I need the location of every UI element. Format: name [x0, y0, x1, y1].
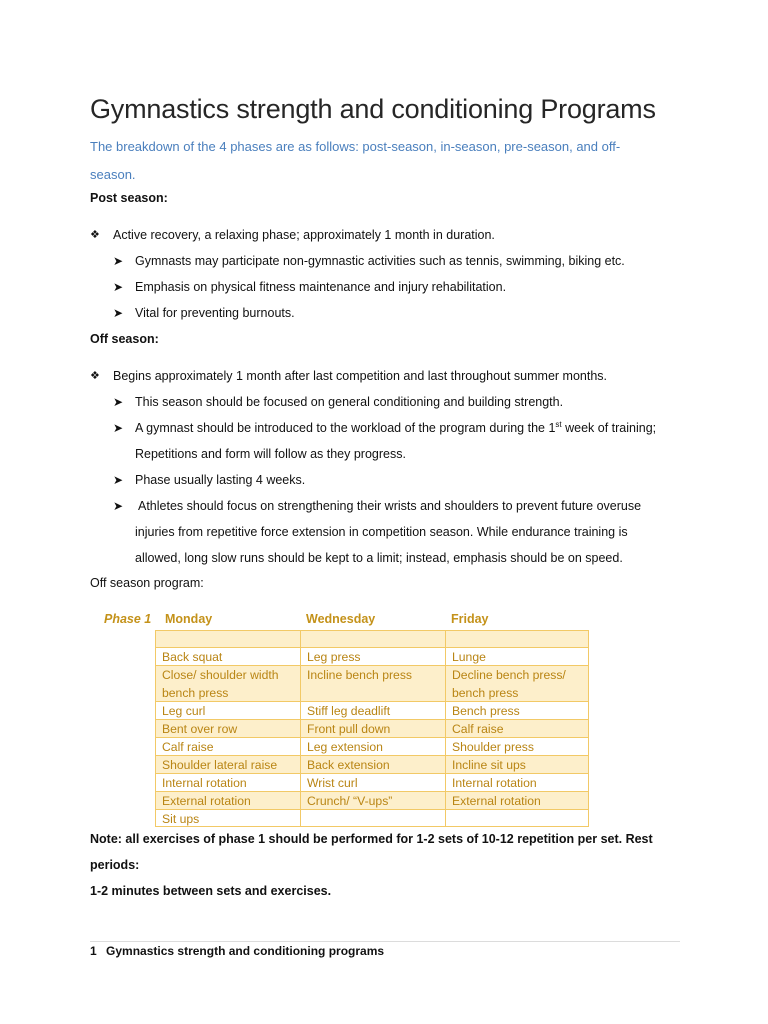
arrowhead-bullet-icon: ➤: [113, 254, 124, 268]
post-season-heading: Post season:: [90, 191, 168, 205]
footer-divider: [90, 941, 680, 942]
table-cell: Internal rotation: [445, 774, 589, 791]
arrowhead-bullet-icon: ➤: [113, 421, 124, 435]
table-cell: External rotation: [155, 792, 300, 809]
table-cell: Lunge: [445, 648, 589, 665]
table-cell: Calf raise: [445, 720, 589, 737]
note-line-2: 1-2 minutes between sets and exercises.: [90, 884, 332, 898]
table-cell: Leg extension: [300, 738, 445, 755]
page-number: 1: [90, 944, 97, 958]
table-cell: Back extension: [300, 756, 445, 773]
column-header-monday: Monday: [165, 612, 213, 626]
diamond-bullet-icon: ❖: [90, 229, 100, 241]
table-row: [155, 701, 589, 719]
table-cell: Bent over row: [155, 720, 300, 737]
arrowhead-bullet-icon: ➤: [113, 473, 124, 487]
table-cell: Decline bench press/ bench press: [445, 666, 589, 701]
table-cell: Bench press: [445, 702, 589, 719]
table-cell: Leg curl: [155, 702, 300, 719]
table-cell: Leg press: [300, 648, 445, 665]
table-row: [155, 647, 589, 665]
page-footer: [90, 944, 384, 958]
table-cell: [300, 810, 445, 826]
note-line-1: Note: all exercises of phase 1 should be performed for 1-2 sets of 10-12 repetition per set. Rest periods:: [90, 832, 653, 872]
document-page: Gymnastics strength and conditioning Programs The breakdown of the 4 phases are as follows: post-season, in-season, pre-season, and off-season. Post season: ❖ Active recovery, a relaxing phase; approximately 1 month in duration. ➤ Gymnasts may participate non-gymnastic activities such as tennis, swimming, biking etc. ➤ Emphasis on physical fitness maintenance and injury rehabilitation. ➤ Vital for preventing burnouts. Off season: ❖ Begins approximately 1 month after last competition and last throughout summer months. ➤ This season should be focused on general conditioning and building strength. ➤ A gymnast should be introduced to the workload of the program during the 1st week of training; Repetitions and form will follow as they progress. ➤ Phase usually lasting 4 weeks. ➤ Athletes should focus on strengthening their wrists and shoulders to prevent future overuse injuries from repetitive force extension in competition season. While endurance training is allowed, long slow runs should be kept to a limit; instead, emphasis should be on speed. Off season program: Phase 1 Monday Wednesday Friday Back squat Leg press Lunge Close/ shoulder width bench press Incline bench press Decline bench press/ bench press Leg curl Stiff leg deadlift Bench press Bent over row Front pull down Calf raise Calf raise Leg extension Shoulder press Shoulder lateral raise Back extension Incline sit ups Internal rotation Wrist curl Internal rotation External rotation Crunch/ “V-ups” External rotation Sit ups Note: all exercises of phase 1 should be performed for 1-2 sets of 10-12 repetition per set. Rest periods: 1-2 minutes between sets and exercises. 1 Gymnastics strength and conditioning programs: [0, 0, 768, 1024]
table-cell: Shoulder press: [445, 738, 589, 755]
document-subtitle: The breakdown of the 4 phases are as follows: post-season, in-season, pre-season, and off-season.: [90, 139, 621, 182]
table-cell: External rotation: [445, 792, 589, 809]
phase-label: Phase 1: [104, 612, 152, 626]
table-cell: Sit ups: [155, 810, 300, 826]
table-cell: Incline sit ups: [445, 756, 589, 773]
table-row: [155, 773, 589, 791]
table-row: [155, 791, 589, 809]
table-row: [155, 719, 589, 737]
table-cell: Back squat: [155, 648, 300, 665]
program-note: [90, 826, 690, 904]
table-cell: [155, 631, 300, 647]
arrowhead-bullet-icon: ➤: [113, 306, 124, 320]
table-cell: Close/ shoulder width bench press: [155, 666, 300, 701]
arrowhead-bullet-icon: ➤: [113, 395, 124, 409]
column-header-wednesday: Wednesday: [306, 612, 376, 626]
table-cell: Shoulder lateral raise: [155, 756, 300, 773]
table-cell: Wrist curl: [300, 774, 445, 791]
document-title: Gymnastics strength and conditioning Programs: [90, 94, 656, 124]
diamond-bullet-icon: ❖: [90, 370, 100, 382]
footer-text: Gymnastics strength and conditioning programs: [106, 944, 385, 958]
table-cell: [300, 631, 445, 647]
table-cell: Incline bench press: [300, 666, 445, 701]
table-row: [155, 665, 589, 701]
program-heading: Off season program:: [90, 576, 204, 590]
off-season-heading: Off season:: [90, 332, 159, 346]
column-header-friday: Friday: [451, 612, 489, 626]
table-cell: Internal rotation: [155, 774, 300, 791]
table-row: [155, 809, 589, 827]
arrowhead-bullet-icon: ➤: [113, 280, 124, 294]
table-cell: Calf raise: [155, 738, 300, 755]
table-cell: [445, 631, 589, 647]
table-row: [155, 737, 589, 755]
table-cell: [445, 810, 589, 826]
arrowhead-bullet-icon: ➤: [113, 499, 124, 513]
table-cell: Stiff leg deadlift: [300, 702, 445, 719]
table-row: [155, 630, 589, 647]
table-row: [155, 755, 589, 773]
table-cell: Crunch/ “V-ups”: [300, 792, 445, 809]
table-cell: Front pull down: [300, 720, 445, 737]
